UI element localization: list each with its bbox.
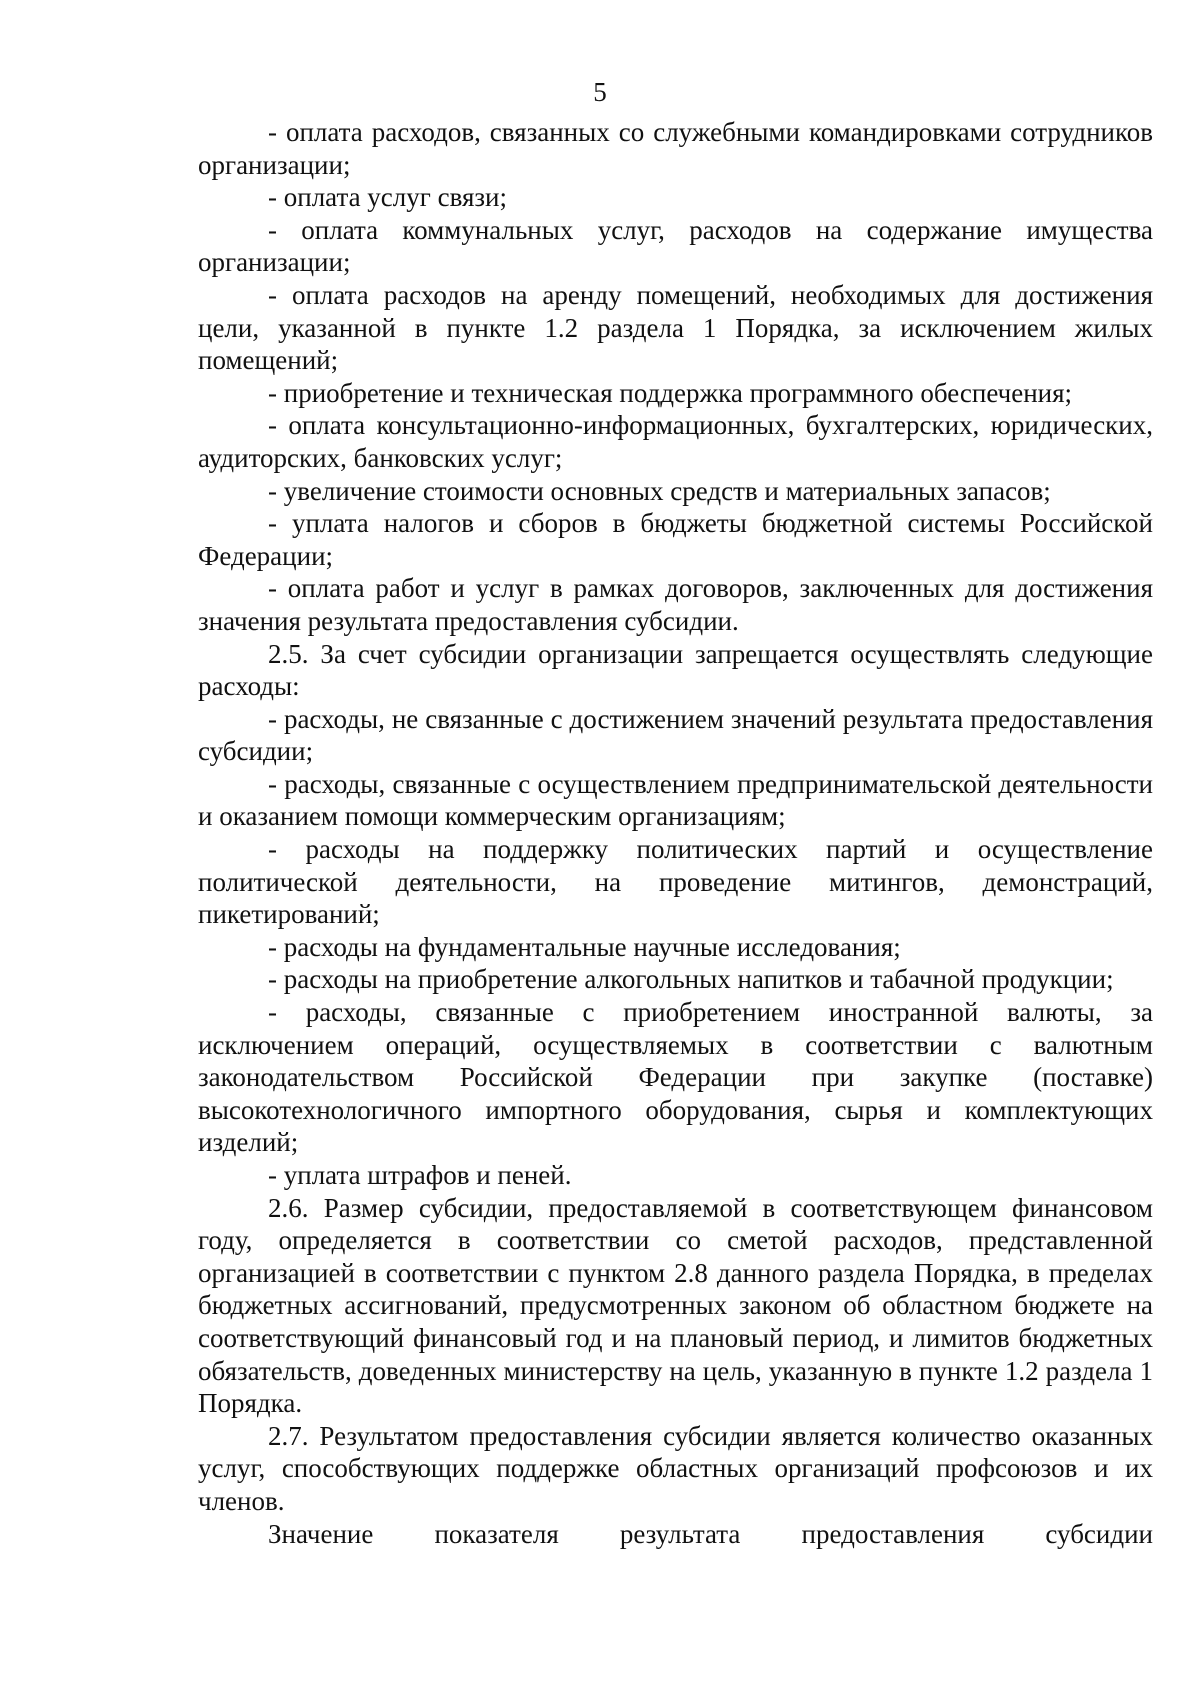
paragraph: - уплата налогов и сборов в бюджеты бюджетной системы Российской Федерации; <box>198 508 1153 571</box>
paragraph: - расходы, связанные с приобретением иностранной валюты, за исключением операций, осуществляемых в соответствии с валютным законодательством Российской Федерации при закупке (поставке) высокотехнологичного импортного оборудования, сырья и комплектующих изделий; <box>198 997 1153 1158</box>
paragraph: 2.5. За счет субсидии организации запрещается осуществлять следующие расходы: <box>198 638 1153 702</box>
paragraph: - расходы, не связанные с достижением значений результата предоставления субсидии; <box>198 703 1153 767</box>
paragraph: - оплата расходов на аренду помещений, необходимых для достижения цели, указанной в пункте 1.2 раздела 1 Порядка, за исключением жилых помещений; <box>198 279 1153 376</box>
paragraph: - оплата коммунальных услуг, расходов на содержание имущества организации; <box>198 214 1153 278</box>
paragraph: - оплата работ и услуг в рамках договоров, заключенных для достижения значения результата предоставления субсидии. <box>198 573 1153 636</box>
page-number: 5 <box>593 77 607 107</box>
paragraph: - расходы на фундаментальные научные исследования; <box>268 931 901 962</box>
paragraph: - уплата штрафов и пеней. <box>268 1160 572 1190</box>
paragraph: - оплата расходов, связанных со служебными командировками сотрудников организации; <box>198 117 1153 180</box>
paragraph: - расходы на поддержку политических партий и осуществление политической деятельности, на проведение митингов, демонстраций, пикетирований; <box>198 834 1153 930</box>
document-body <box>198 116 1153 1550</box>
paragraph: - увеличение стоимости основных средств и материальных запасов; <box>268 475 1051 506</box>
paragraph: - оплата услуг связи; <box>268 182 508 213</box>
paragraph: Значение показателя результата предоставления субсидии <box>268 1518 1153 1549</box>
paragraph: - оплата консультационно-информационных, бухгалтерских, юридических, аудиторских, банковских услуг; <box>198 410 1153 473</box>
paragraph: - расходы, связанные с осуществлением предпринимательской деятельности и оказанием помощи коммерческим организациям; <box>198 768 1153 832</box>
paragraph: - расходы на приобретение алкогольных напитков и табачной продукции; <box>268 964 1114 995</box>
paragraph: 2.7. Результатом предоставления субсидии является количество оказанных услуг, способствующих поддержке областных организаций профсоюзов и их членов. <box>198 1420 1153 1516</box>
paragraph: 2.6. Размер субсидии, предоставляемой в соответствующем финансовом году, определяется в соответствии со сметой расходов, представленной организацией в соответствии с пунктом 2.8 данного раздела Порядка, в пределах бюджетных ассигнований, предусмотренных законом об областном бюджете на соответствующий финансовый год и на плановый период, и лимитов бюджетных обязательств, доведенных министерству на цель, указанную в пункте 1.2 раздела 1 Порядка. <box>198 1192 1153 1419</box>
paragraph: - приобретение и техническая поддержка программного обеспечения; <box>268 377 1073 408</box>
